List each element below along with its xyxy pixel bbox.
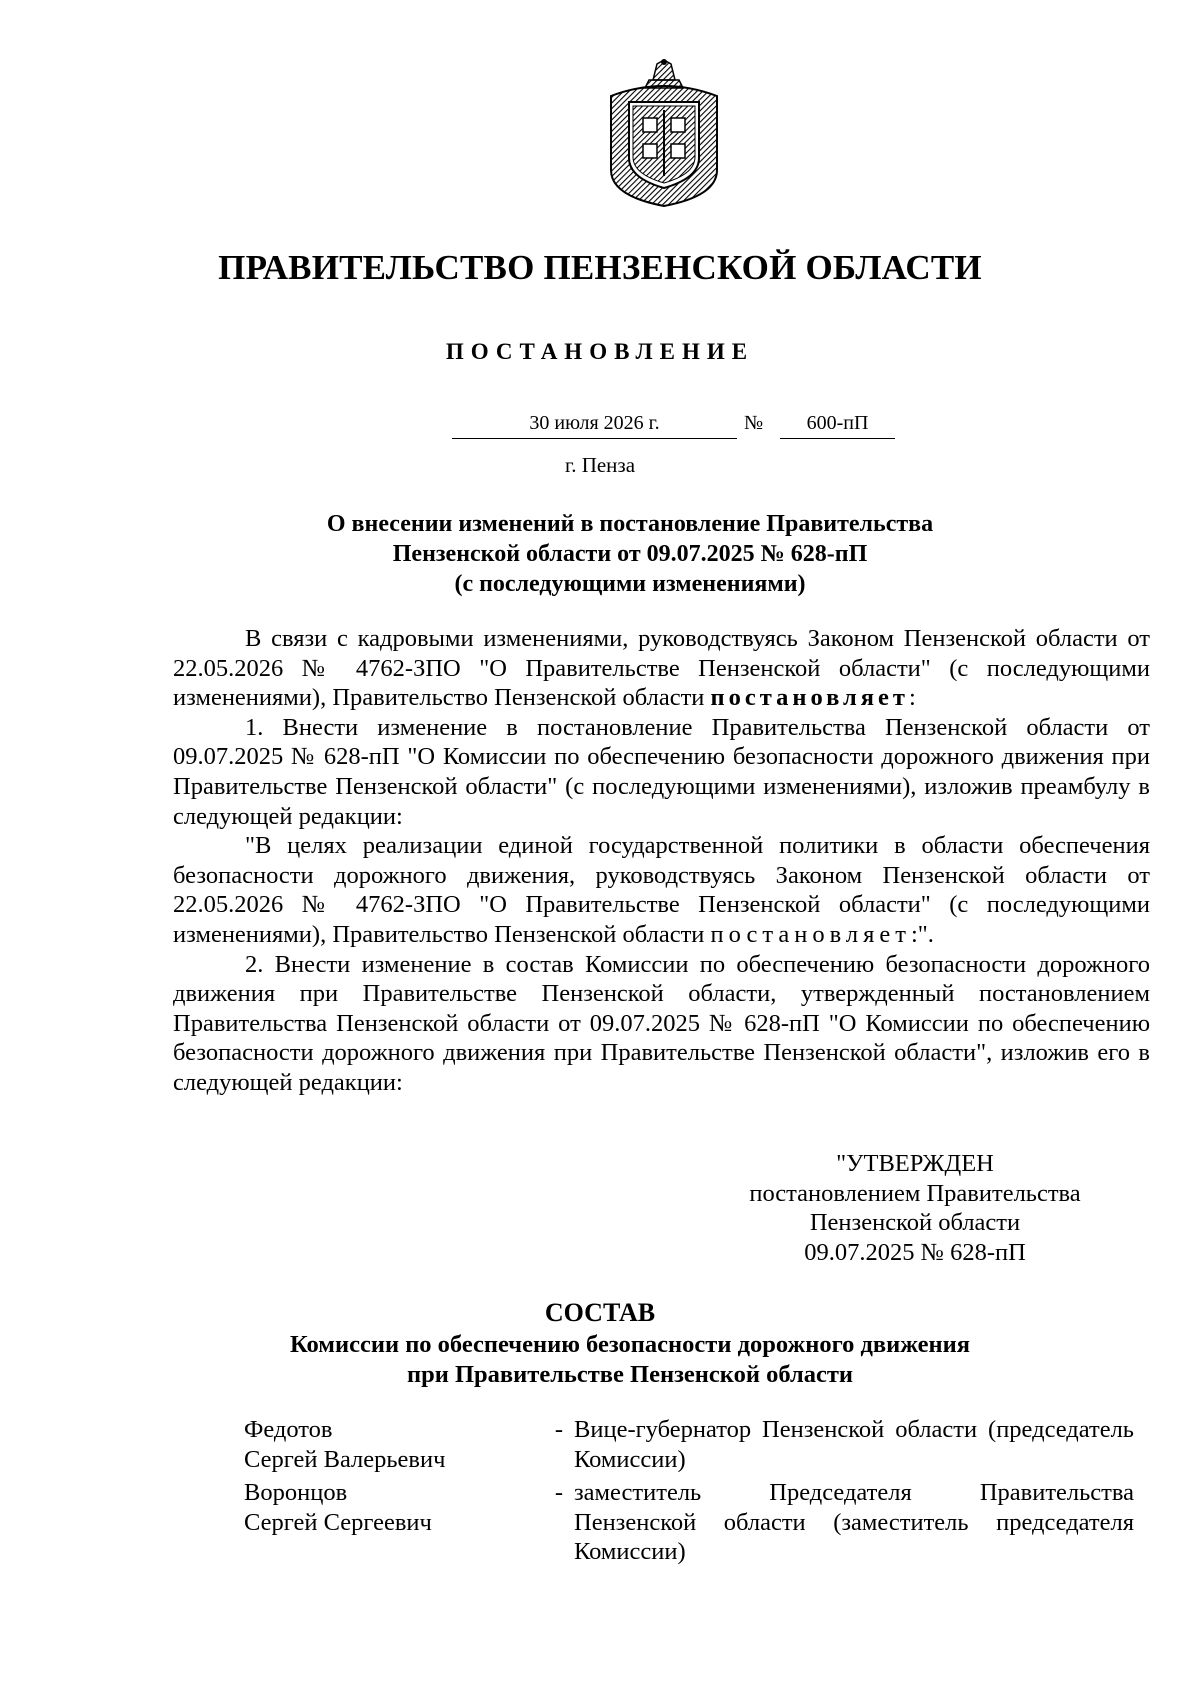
item-2-paragraph: 2. Внести изменение в состав Комиссии по обеспечению безопасности дорожного движения при Правительстве Пензенской области, утвержденный постановлением Правительства Пензенской области от 09.07.2025 № 628-пП "О Комиссии по обеспечению безопасности дорожного движения при Правительстве Пензенской области", изложив его в следующей редакции: bbox=[173, 950, 1150, 1096]
member-name bbox=[244, 1478, 544, 1567]
subject-line: О внесении изменений в постановление Правительства bbox=[326, 511, 934, 537]
member-dash: - bbox=[554, 1479, 564, 1507]
list-item bbox=[244, 1478, 1144, 1567]
decree-subject bbox=[250, 509, 1010, 599]
number-sign: № bbox=[744, 412, 764, 434]
composition-subtitle-line: при Правительстве Пензенской области bbox=[407, 1361, 853, 1388]
list-item bbox=[244, 1415, 1144, 1474]
composition-subtitle bbox=[200, 1330, 1060, 1390]
government-title: ПРАВИТЕЛЬСТВО ПЕНЗЕНСКОЙ ОБЛАСТИ bbox=[218, 248, 982, 287]
member-dash: - bbox=[554, 1416, 564, 1443]
member-surname: Воронцов bbox=[244, 1479, 348, 1507]
members-list bbox=[244, 1415, 1144, 1571]
subject-line: Пензенской области от 09.07.2025 № 628-пП bbox=[392, 541, 868, 567]
member-given-name: Сергей Валерьевич bbox=[244, 1445, 446, 1473]
approval-stamp bbox=[720, 1149, 1110, 1267]
item-1-paragraph: 1. Внести изменение в постановление Правительства Пензенской области от 09.07.2025 № 628-пП "О Комиссии по обеспечению безопасности дорожного движения при Правительстве Пензенской области" (с последующими изменениями), изложив преамбулу в следующей редакции: bbox=[173, 713, 1150, 830]
approval-line: Пензенской области bbox=[809, 1209, 1021, 1237]
member-name bbox=[244, 1415, 544, 1474]
quoted-resolves-word: постановляет bbox=[710, 920, 911, 948]
quoted-preamble-paragraph bbox=[173, 831, 1150, 949]
member-given-name: Сергей Сергеевич bbox=[244, 1508, 432, 1536]
member-role: Вице-губернатор Пензенской области (председатель Комиссии) bbox=[574, 1416, 1134, 1473]
subject-line: (с последующими изменениями) bbox=[454, 571, 806, 597]
preamble-text: В связи с кадровыми изменениями, руководствуясь Законом Пензенской области от 22.05.2026 № 4762-ЗПО "О Правительстве Пензенской области" (с последующими изменениями), Правительство Пензенской области bbox=[173, 625, 1150, 712]
approval-line: постановлением Правительства bbox=[749, 1179, 1081, 1207]
city: г. Пенза bbox=[564, 453, 636, 477]
decree-body bbox=[173, 624, 1150, 1098]
approval-line: "УТВЕРЖДЕН bbox=[836, 1150, 994, 1177]
decree-date: 30 июля 2026 г. bbox=[452, 410, 737, 439]
decree-number: 600-пП bbox=[780, 410, 895, 439]
quoted-preamble-text: "В целях реализации единой государственной политики в области обеспечения безопасности дорожного движения, руководствуясь Законом Пензенской области от 22.05.2026 № 4762-ЗПО "О Правительстве Пензенской области" (с последующими изменениями), Правительство Пензенской области bbox=[173, 832, 1150, 948]
approval-line: 09.07.2025 № 628-пП bbox=[804, 1238, 1026, 1266]
preamble-paragraph bbox=[173, 624, 1150, 713]
resolves-colon: : bbox=[908, 684, 916, 712]
member-role: заместитель Председателя Правительства Пензенской области (заместитель председателя Комиссии) bbox=[574, 1479, 1134, 1566]
composition-title: СОСТАВ bbox=[544, 1298, 656, 1327]
composition-subtitle-line: Комиссии по обеспечению безопасности дорожного движения bbox=[289, 1331, 971, 1358]
document-type: ПОСТАНОВЛЕНИЕ bbox=[445, 339, 755, 364]
member-surname: Федотов bbox=[244, 1416, 333, 1443]
quoted-end: :". bbox=[910, 920, 934, 948]
resolves-word: постановляет bbox=[710, 684, 909, 712]
coat-of-arms-icon bbox=[605, 58, 723, 208]
